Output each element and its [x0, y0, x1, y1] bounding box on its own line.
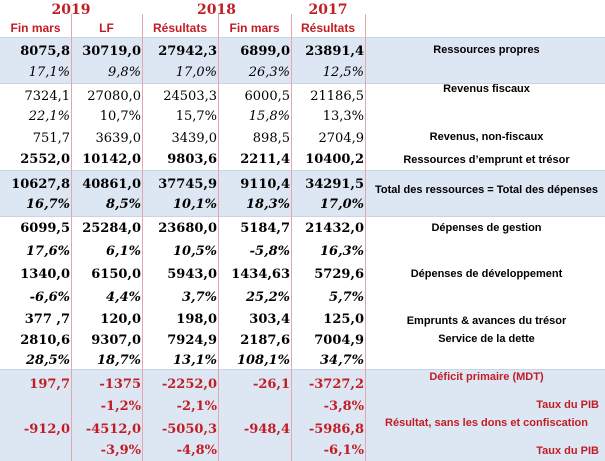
table-cell: 9110,4	[240, 177, 290, 192]
table-cell	[0, 441, 70, 460]
table-cell: 2704,9	[318, 131, 364, 146]
table-cell: 17,1%	[28, 65, 70, 80]
table-cell: 4,4%	[106, 290, 141, 305]
table-cell: 25284,0	[82, 221, 141, 236]
label-emprunts-avances: Emprunts & avances du trésor	[406, 315, 567, 327]
table-cell: 10,7%	[99, 109, 141, 124]
table-cell: -5,8%	[249, 244, 290, 259]
table-cell: 17,6%	[25, 244, 70, 259]
table-cell: 21186,5	[310, 89, 364, 104]
col-header-fin-mars-2019: Fin mars	[10, 21, 61, 35]
table-cell: 5729,6	[314, 267, 364, 282]
table-cell: 2810,6	[20, 333, 70, 348]
table-cell: 6,1%	[106, 244, 141, 259]
table-cell: 16,3%	[319, 244, 364, 259]
table-cell: 125,0	[323, 312, 364, 327]
label-depenses-developpement: Dépenses de développement	[410, 268, 563, 280]
label-ressources-propres: Ressources propres	[433, 44, 540, 56]
table-cell: 18,7%	[96, 353, 141, 368]
table-cell: -6,1%	[323, 443, 364, 458]
table-cell: 23891,4	[305, 44, 364, 59]
table-row	[0, 351, 605, 370]
table-cell: 2187,6	[240, 333, 290, 348]
table-cell: 120,0	[100, 312, 141, 327]
label-taux-pib-1: Taux du PIB	[536, 399, 599, 411]
col-header-resultats-2018: Résultats	[152, 21, 208, 35]
label-resultat-sans-dons: Résultat, sans les dons et confiscation	[385, 417, 588, 429]
table-cell: 2552,0	[20, 152, 70, 167]
label-ressources-emprunt: Ressources d’emprunt et trésor	[403, 154, 570, 166]
table-cell: 18,3%	[245, 197, 290, 212]
col-header-lf-2018: LF	[99, 21, 114, 35]
table-cell: 23680,0	[158, 221, 217, 236]
table-cell: 377 ,7	[24, 312, 70, 327]
table-cell: 6899,0	[240, 44, 290, 59]
table-cell: -5986,8	[308, 422, 364, 437]
year-header-2019: 2019	[51, 2, 91, 18]
label-taux-pib-2: Taux du PIB	[536, 445, 599, 457]
table-row	[0, 242, 605, 261]
table-cell: 17,0%	[175, 65, 217, 80]
table-cell: 25,2%	[245, 290, 290, 305]
table-cell: 7004,9	[314, 333, 364, 348]
table-cell	[0, 397, 70, 416]
table-cell: -1,2%	[100, 399, 141, 414]
table-cell: 30719,0	[82, 44, 141, 59]
table-cell: 12,5%	[322, 65, 364, 80]
table-cell: 34291,5	[305, 177, 364, 192]
label-total-ressources: Total des ressources = Total des dépenses	[374, 184, 599, 196]
table-cell	[219, 397, 290, 416]
table-cell: 7924,9	[167, 333, 217, 348]
table-cell: -4512,0	[85, 422, 141, 437]
label-deficit-primaire: Déficit primaire (MDT)	[429, 371, 544, 383]
table-cell: 3,7%	[182, 290, 217, 305]
table-cell: 3639,0	[95, 131, 141, 146]
table-cell: 10,5%	[172, 244, 217, 259]
table-cell: 1340,0	[20, 267, 70, 282]
table-cell: -2,1%	[176, 399, 217, 414]
table-cell: 5943,0	[167, 267, 217, 282]
table-cell: -3,9%	[100, 443, 141, 458]
table-cell: 9,8%	[107, 65, 141, 80]
table-row	[0, 107, 605, 126]
table-cell: 28,5%	[25, 353, 70, 368]
table-cell: 27942,3	[158, 44, 217, 59]
year-header-2018: 2018	[197, 2, 236, 18]
table-cell: 22,1%	[28, 109, 70, 124]
table-cell: -26,1	[252, 377, 290, 392]
table-row	[0, 63, 605, 82]
table-row	[0, 195, 605, 214]
table-cell: -3727,2	[308, 377, 364, 392]
table-cell: 40861,0	[82, 177, 141, 192]
table-row	[0, 288, 605, 307]
table-cell: 1434,63	[231, 267, 290, 282]
table-cell: 26,3%	[248, 65, 290, 80]
table-cell: 10,1%	[172, 197, 217, 212]
label-depenses-gestion: Dépenses de gestion	[431, 222, 542, 234]
rule	[0, 216, 605, 217]
year-header-2017: 2017	[308, 2, 348, 18]
table-cell: 21432,0	[305, 221, 364, 236]
table-cell: 898,5	[252, 131, 290, 146]
table-cell: 8,5%	[106, 197, 141, 212]
table-cell: 8075,8	[20, 44, 70, 59]
table-cell: 2211,4	[240, 152, 290, 167]
table-cell: 16,7%	[25, 197, 70, 212]
table-cell: 6099,5	[20, 221, 70, 236]
table-cell: 17,0%	[319, 197, 364, 212]
table-cell: 10627,8	[11, 177, 70, 192]
table-cell: 197,7	[29, 377, 70, 392]
table-cell: 751,7	[32, 131, 70, 146]
col-header-resultats-2017: Résultats	[300, 21, 356, 35]
table-cell: 15,8%	[248, 109, 290, 124]
table-cell: 27080,0	[87, 89, 141, 104]
rule	[0, 170, 605, 171]
table-cell: -912,0	[23, 422, 70, 437]
table-cell: -6,6%	[29, 290, 70, 305]
table-cell: 15,7%	[175, 109, 217, 124]
table-cell: 6150,0	[91, 267, 141, 282]
table-cell: 13,1%	[172, 353, 217, 368]
table-cell: -948,4	[243, 422, 290, 437]
table-cell: 198,0	[176, 312, 217, 327]
table-cell: 3439,0	[171, 131, 217, 146]
table-cell: 34,7%	[319, 353, 364, 368]
table-cell: 7324,1	[24, 89, 70, 104]
table-cell: -4,8%	[176, 443, 217, 458]
table-cell: 5,7%	[329, 290, 364, 305]
table-cell: -2252,0	[161, 377, 217, 392]
table-cell: 37745,9	[158, 177, 217, 192]
table-cell: 5184,7	[240, 221, 290, 236]
table-cell: -5050,3	[161, 422, 217, 437]
table-cell: -3,8%	[323, 399, 364, 414]
table-cell: 13,3%	[322, 109, 364, 124]
table-cell: 6000,5	[244, 89, 290, 104]
table-cell: -1375	[99, 377, 141, 392]
table-cell: 108,1%	[236, 353, 290, 368]
table-cell: 10142,0	[82, 152, 141, 167]
label-revenus-fiscaux: Revenus fiscaux	[443, 83, 530, 95]
table-cell	[219, 441, 290, 460]
col-header-fin-mars-2018: Fin mars	[229, 21, 280, 35]
label-revenus-non-fiscaux: Revenus, non-fiscaux	[429, 131, 544, 143]
table-cell: 303,4	[249, 312, 290, 327]
table-cell: 24503,3	[163, 89, 217, 104]
table-cell: 9307,0	[91, 333, 141, 348]
rule	[0, 37, 605, 38]
label-service-dette: Service de la dette	[438, 333, 535, 345]
table-cell: 9803,6	[167, 152, 217, 167]
table-cell: 10400,2	[305, 152, 364, 167]
